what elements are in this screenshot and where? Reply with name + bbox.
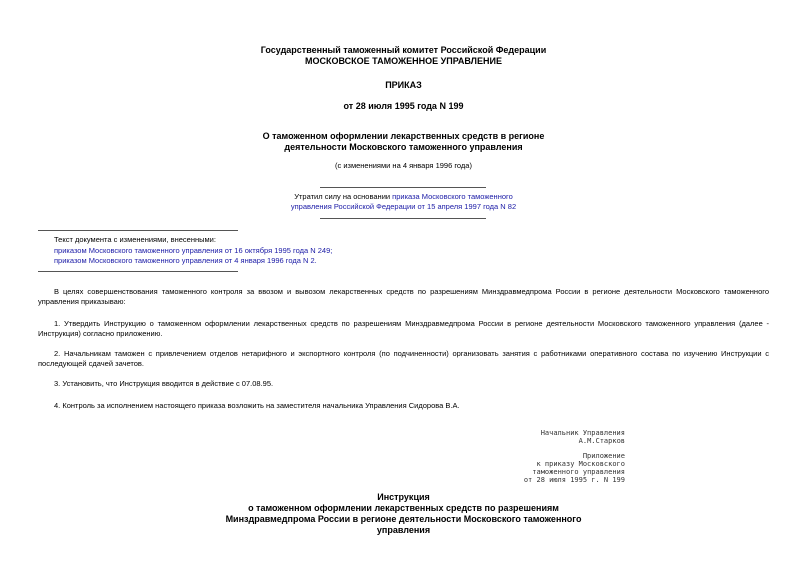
void-notice-link-part1[interactable]: приказа Московского таможенного bbox=[392, 192, 513, 201]
appendix-line3: таможенного управления bbox=[532, 468, 625, 476]
void-notice-bottom-rule bbox=[320, 218, 486, 219]
void-notice-line1 bbox=[250, 192, 557, 202]
instruction-title-line1: о таможенном оформлении лекарственных средств по разрешениям bbox=[248, 503, 559, 513]
changes-bottom-rule bbox=[38, 271, 238, 272]
amendments-note: (с изменениями на 4 января 1996 года) bbox=[335, 161, 472, 170]
changes-intro: Текст документа с изменениями, внесенными: bbox=[54, 235, 216, 244]
paragraph-item-1: 1. Утвердить Инструкцию о таможенном оформлении лекарственных средств по разрешениям Минздравмедпрома России в регионе деятельности Московского таможенного управления (далее - Инструкция) согласно приложению. bbox=[38, 319, 769, 338]
document-type: ПРИКАЗ bbox=[385, 80, 422, 90]
changes-link-2[interactable]: приказом Московского таможенного управления от 4 января 1996 года N 2. bbox=[54, 256, 317, 265]
instruction-heading: Инструкция bbox=[377, 492, 430, 502]
paragraph-item-3: 3. Установить, что Инструкция вводится в действие с 07.08.95. bbox=[54, 379, 274, 388]
signature-name: А.М.Старков bbox=[578, 437, 625, 445]
void-notice-top-rule bbox=[320, 187, 486, 188]
document-title-line2: деятельности Московского таможенного управления bbox=[284, 142, 523, 152]
appendix-line2: к приказу Московского bbox=[536, 460, 625, 468]
appendix-line4: от 28 июля 1995 г. N 199 bbox=[523, 476, 625, 484]
paragraph-preamble: В целях совершенствования таможенного контроля за ввозом и вывозом лекарственных средств по разрешениям Минздравмедпрома России в регионе деятельности Московского таможенного управления приказываю: bbox=[38, 287, 769, 306]
paragraph-item-2: 2. Начальникам таможен с привлечением отделов нетарифного и экспортного контроля (по подчиненности) организовать занятия с работниками оперативного состава по изучению Инструкции с последующей сдачей зачетов. bbox=[38, 349, 769, 368]
instruction-title-line2: Минздравмедпрома России в регионе деятельности Московского таможенного bbox=[225, 514, 582, 524]
instruction-title-line3: управления bbox=[376, 525, 431, 535]
void-notice-link-part2[interactable]: управления Российской Федерации от 15 апреля 1997 года N 82 bbox=[290, 202, 517, 211]
changes-link-1[interactable]: приказом Московского таможенного управления от 16 октября 1995 года N 249; bbox=[54, 246, 333, 255]
void-notice-prefix: Утратил силу на основании bbox=[294, 192, 393, 201]
appendix-line1: Приложение bbox=[582, 452, 625, 460]
signature-position: Начальник Управления bbox=[540, 429, 625, 437]
document-date-number: от 28 июля 1995 года N 199 bbox=[343, 101, 464, 111]
department-name: МОСКОВСКОЕ ТАМОЖЕННОЕ УПРАВЛЕНИЕ bbox=[305, 56, 502, 66]
paragraph-item-4: 4. Контроль за исполнением настоящего приказа возложить на заместителя начальника Управления Сидорова В.А. bbox=[54, 401, 460, 410]
committee-name: Государственный таможенный комитет Российской Федерации bbox=[260, 45, 547, 55]
changes-top-rule bbox=[38, 230, 238, 231]
document-title-line1: О таможенном оформлении лекарственных средств в регионе bbox=[262, 131, 545, 141]
